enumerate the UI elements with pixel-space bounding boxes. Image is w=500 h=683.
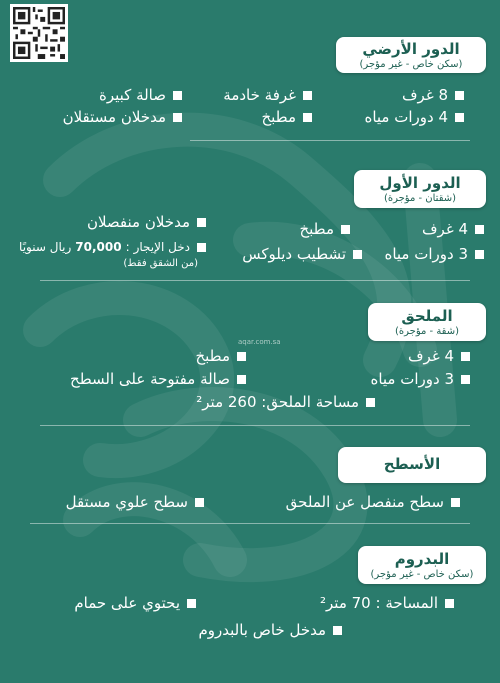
basement-header: [358, 546, 486, 584]
annex-title: الملحق: [401, 307, 453, 325]
square-bullet-icon: [237, 352, 246, 361]
list-item: 4 دورات مياه: [364, 107, 464, 127]
qr-code-icon: [13, 7, 65, 59]
qr-code[interactable]: [10, 4, 68, 62]
square-bullet-icon: [451, 498, 460, 507]
ground-floor-header: [336, 37, 486, 73]
list-item: مطبخ: [299, 219, 350, 239]
annex-subtitle: (شقة - مؤجرة): [394, 326, 460, 337]
list-item: مساحة الملحق: 260 متر²: [196, 392, 375, 412]
square-bullet-icon: [303, 91, 312, 100]
roofs-title: الأسطح: [383, 455, 441, 473]
list-item: سطح علوي مستقل: [66, 492, 204, 512]
square-bullet-icon: [366, 398, 375, 407]
roofs-header: [338, 447, 486, 483]
list-item: مطبخ: [261, 107, 312, 127]
square-bullet-icon: [475, 225, 484, 234]
ground-floor-subtitle: (سكن خاص - غير مؤجر): [359, 59, 463, 70]
divider: [30, 523, 470, 524]
annex-header: [368, 303, 486, 341]
basement-title: البدروم: [394, 550, 450, 568]
rent-unit: ريال سنويًا: [19, 240, 72, 254]
list-item: مطبخ: [195, 346, 246, 366]
first-floor-header: [354, 170, 486, 208]
square-bullet-icon: [445, 599, 454, 608]
square-bullet-icon: [303, 113, 312, 122]
list-item: غرفة خادمة: [223, 85, 312, 105]
rent-value: 70,000: [75, 240, 122, 254]
list-item: مدخلان مستقلان: [63, 107, 182, 127]
square-bullet-icon: [455, 113, 464, 122]
square-bullet-icon: [461, 352, 470, 361]
square-bullet-icon: [475, 250, 484, 259]
first-floor-subtitle: (شقتان - مؤجرة): [383, 193, 457, 204]
list-item: يحتوي على حمام: [74, 593, 196, 613]
list-item: 3 دورات مياه: [370, 369, 470, 389]
watermark-text: aqar.com.sa: [238, 338, 281, 346]
rent-income: دخل الإيجار : 70,000 ريال سنويًا: [19, 239, 206, 255]
first-floor-title: الدور الأول: [379, 174, 461, 192]
square-bullet-icon: [173, 91, 182, 100]
list-item: مدخلان منفصلان: [87, 212, 206, 232]
square-bullet-icon: [195, 498, 204, 507]
divider: [40, 280, 470, 281]
square-bullet-icon: [341, 225, 350, 234]
square-bullet-icon: [197, 218, 206, 227]
list-item: 3 دورات مياه: [384, 244, 484, 264]
divider: [40, 425, 470, 426]
square-bullet-icon: [237, 375, 246, 384]
list-item: سطح منفصل عن الملحق: [286, 492, 460, 512]
list-item: 4 غرف: [422, 219, 484, 239]
square-bullet-icon: [173, 113, 182, 122]
list-item: تشطيب ديلوكس: [242, 244, 362, 264]
list-item: مدخل خاص بالبدروم: [198, 620, 342, 640]
list-item: المساحة : 70 متر²: [320, 593, 454, 613]
basement-subtitle: (سكن خاص - غير مؤجر): [370, 569, 474, 580]
rent-label: دخل الإيجار: [133, 240, 190, 254]
square-bullet-icon: [461, 375, 470, 384]
list-item: صالة كبيرة: [99, 85, 182, 105]
list-item: 4 غرف: [408, 346, 470, 366]
square-bullet-icon: [197, 243, 206, 252]
list-item: صالة مفتوحة على السطح: [70, 369, 246, 389]
divider: [190, 140, 470, 141]
list-item: 8 غرف: [402, 85, 464, 105]
rent-note: (من الشقق فقط): [123, 258, 198, 269]
square-bullet-icon: [455, 91, 464, 100]
square-bullet-icon: [333, 626, 342, 635]
ground-floor-title: الدور الأرضي: [362, 40, 460, 58]
square-bullet-icon: [353, 250, 362, 259]
square-bullet-icon: [187, 599, 196, 608]
